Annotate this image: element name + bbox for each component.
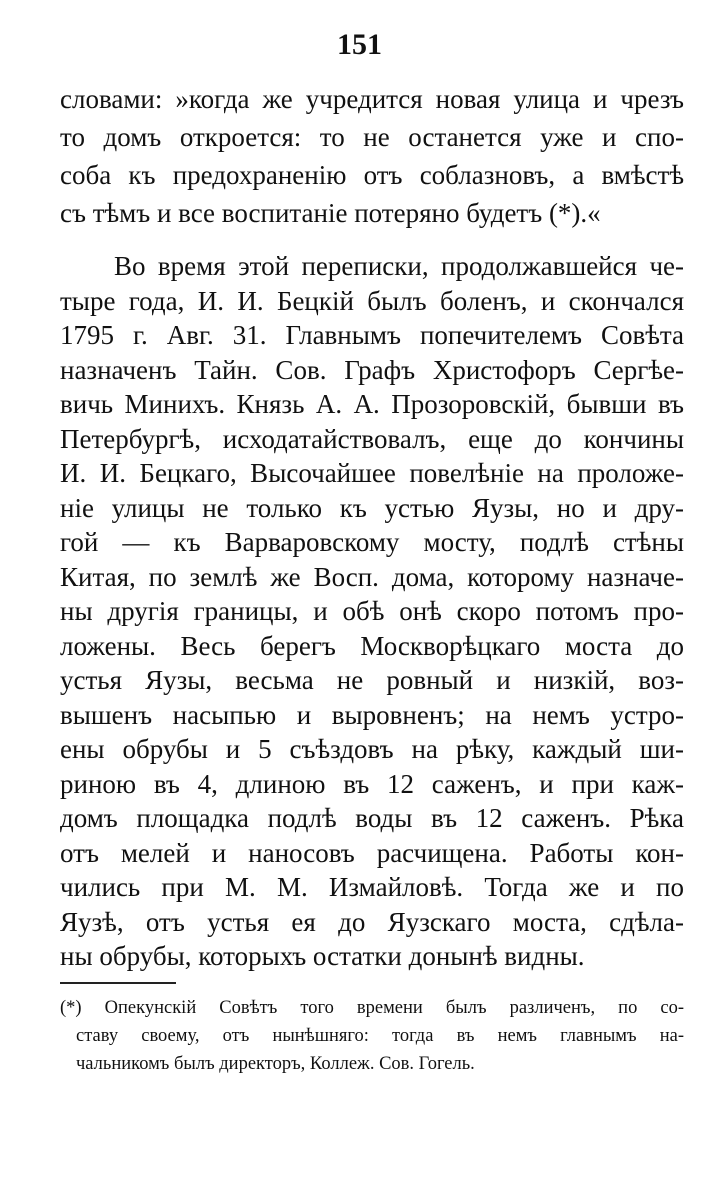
text-line: риною въ 4, длиною въ 12 саженъ, и при каж- xyxy=(60,768,684,799)
text-line: ны обрубы, которыхъ остатки донынѣ видны. xyxy=(60,941,585,971)
text-line: И. И. Бецкаго, Высочайшее повелѣніе на проложе- xyxy=(60,458,684,488)
footnote-line: чальникомъ былъ директоръ, Коллеж. Сов. Гогель. xyxy=(76,1053,475,1074)
text-line: словами: »когда же учредится новая улица и чрезъ xyxy=(60,84,684,114)
text-line: ложены. Весь берегъ Москворѣцкаго моста до xyxy=(60,630,684,661)
text-line: съ тѣмъ и все воспитаніе потеряно будетъ (*).« xyxy=(60,198,601,228)
text-line: ны другія границы, и обѣ онѣ скоро потомъ про- xyxy=(60,596,684,626)
text-line: отъ мелей и наносовъ расчищена. Работы кон- xyxy=(60,837,684,868)
footnote-rule xyxy=(60,982,176,984)
text-line: Во время этой переписки, продолжавшейся че- xyxy=(114,251,684,281)
text-line: вичь Минихъ. Князь А. А. Прозоровскій, бывши въ xyxy=(60,389,684,419)
text-line: Петербургѣ, исходатайствовалъ, еще до кончины xyxy=(60,423,684,454)
text-line: чились при М. М. Измайловѣ. Тогда же и по xyxy=(60,872,684,902)
text-line: Яузѣ, отъ устья ея до Яузскаго моста, сдѣла- xyxy=(60,906,684,937)
text-line: гой — къ Варваровскому мосту, подлѣ стѣны xyxy=(60,527,684,557)
text-line: устья Яузы, весьма не ровный и низкій, воз- xyxy=(60,665,684,695)
text-line: 1795 г. Авг. 31. Главнымъ попечителемъ Совѣта xyxy=(60,320,684,350)
text-line: назначенъ Тайн. Сов. Графъ Христофоръ Сергѣе- xyxy=(60,354,684,385)
text-line: вышенъ насыпью и выровненъ; на немъ устро- xyxy=(60,699,684,730)
text-line: ены обрубы и 5 съѣздовъ на рѣку, каждый ши- xyxy=(60,734,684,764)
footnote-line: ставу своему, отъ нынѣшняго: тогда въ немъ главнымъ на- xyxy=(76,1025,684,1046)
text-line: Китая, по землѣ же Восп. дома, которому назначе- xyxy=(60,561,684,592)
text-line: соба къ предохраненію отъ соблазновъ, а вмѣстѣ xyxy=(60,160,684,190)
text-line: тыре года, И. И. Бецкій былъ боленъ, и скончался xyxy=(60,285,684,316)
page-number: 151 xyxy=(337,28,382,61)
text-line: домъ площадка подлѣ воды въ 12 саженъ. Рѣка xyxy=(60,803,684,833)
footnote-line: (*) Опекунскій Совѣтъ того времени былъ различенъ, по со- xyxy=(60,997,684,1018)
text-line: то домъ откроется: то не останется уже и спо- xyxy=(60,122,684,152)
text-line: ніе улицы не только къ устью Яузы, но и дру- xyxy=(60,492,684,523)
